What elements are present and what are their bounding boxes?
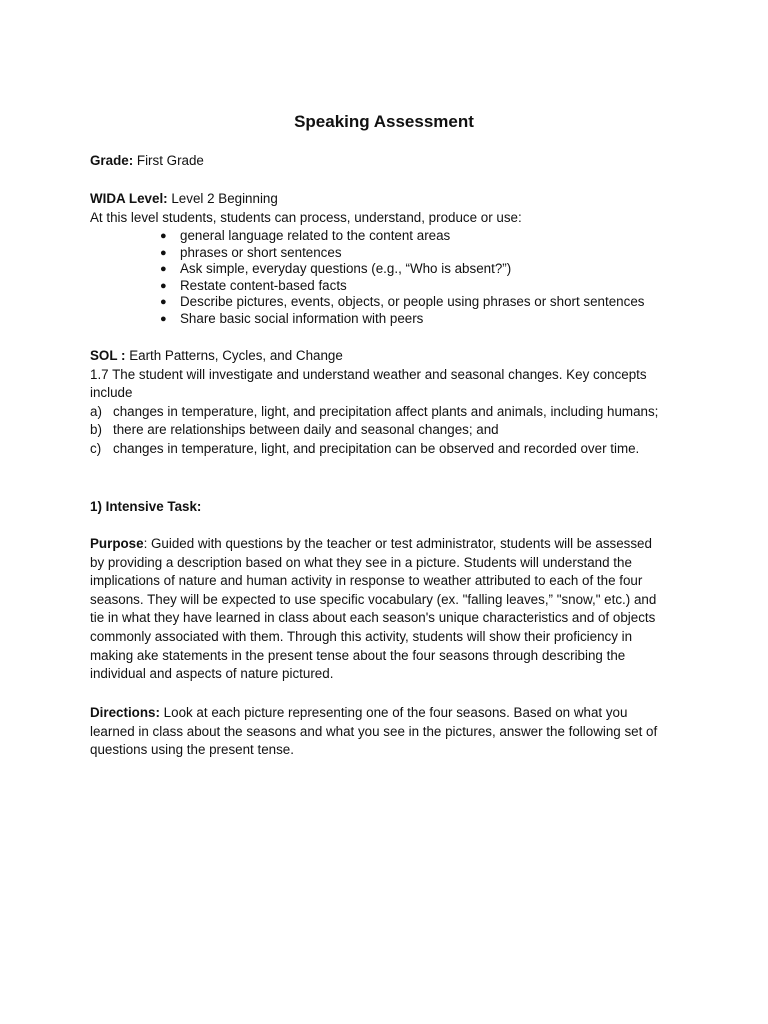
sol-item-b: b) there are relationships between daily and seasonal changes; and: [90, 422, 499, 438]
directions-line: learned in class about the seasons and what you see in the pictures, answer the following set of: [90, 723, 658, 739]
purpose-section: Purpose: Guided with questions by the teacher or test administrator, students will be assessed by providing a description based on what they see in a picture. Students will understand the implications of nature and human activity in response to weather attributed to each of the four seasons. They will be expected to use specific vocabulary (ex. "falling leaves,” "snow," etc.) and tie in what they have learned in class about each season's unique characteristics and of objects commonly associated with them. Through this activity, students will show their proficiency in making ake statements in the present tense about the four seasons through describing the individual and aspects of nature pictured.: [90, 535, 690, 684]
purpose-label: Purpose: [90, 536, 144, 551]
page-title: Speaking Assessment: [294, 112, 474, 131]
directions-line: questions using the present tense.: [90, 742, 294, 758]
task-heading-block: [90, 498, 690, 517]
purpose-line: seasons. They will be expected to use specific vocabulary (ex. "falling leaves,” "snow," etc.) and: [90, 591, 657, 607]
list-item: ● phrases or short sentences: [160, 244, 342, 260]
sol-item-a: a) changes in temperature, light, and precipitation affect plants and animals, including humans;: [90, 403, 659, 419]
sol-value: Earth Patterns, Cycles, and Change: [129, 348, 343, 363]
wida-bullet-list: [160, 228, 644, 328]
wida-label: WIDA Level:: [90, 191, 168, 206]
grade-line: [90, 152, 690, 171]
bullet-icon: ●: [160, 230, 167, 242]
grade-label: Grade:: [90, 153, 134, 168]
bullet-icon: ●: [160, 279, 167, 292]
sol-standard-line-1: 1.7 The student will investigate and understand weather and seasonal changes. Key concepts: [90, 366, 647, 382]
sol-label: SOL :: [90, 348, 126, 363]
bullet-icon: ●: [160, 263, 167, 276]
purpose-line: tie in what they have learned in class about each season's unique characteristics and of objects: [90, 610, 656, 626]
wida-section: [90, 190, 690, 227]
bullet-icon: ●: [160, 296, 167, 309]
sol-section: [90, 347, 690, 459]
wida-value: Level 2 Beginning: [171, 191, 278, 206]
bullet-icon: ●: [160, 246, 167, 259]
list-item: ● Ask simple, everyday questions (e.g., “Who is absent?”): [160, 261, 512, 277]
list-item: ● Share basic social information with peers: [160, 310, 424, 326]
list-item: ● Restate content-based facts: [160, 277, 347, 293]
bullet-icon: ●: [160, 312, 167, 325]
sol-standard-line-2: include: [90, 385, 133, 401]
purpose-line: commonly associated with them. Through this activity, students will show their proficiency in: [90, 628, 633, 644]
list-item: ● Describe pictures, events, objects, or people using phrases or short sentences: [160, 294, 645, 310]
purpose-line: making ake statements in the present tense about the four seasons through describing the: [90, 647, 626, 663]
grade-value: First Grade: [136, 153, 204, 168]
purpose-line: individual and aspects of nature pictured.: [90, 666, 334, 682]
list-item: ● general language related to the content areas: [160, 228, 451, 243]
directions-label: Directions:: [90, 705, 160, 720]
task-heading: 1) Intensive Task:: [90, 499, 202, 514]
purpose-line: by providing a description based on what they see in a picture. Students will understand the: [90, 554, 632, 570]
purpose-line: implications of nature and human activity in response to weather attributed to each of the four: [90, 573, 643, 589]
directions-section: Directions: Look at each picture representing one of the four seasons. Based on what you learned in class about the seasons and what you see in the pictures, answer the following set of questions using the present tense.: [90, 704, 690, 760]
wida-intro: At this level students, students can process, understand, produce or use:: [90, 209, 522, 225]
sol-item-c: c) changes in temperature, light, and precipitation can be observed and recorded over time.: [90, 440, 640, 456]
